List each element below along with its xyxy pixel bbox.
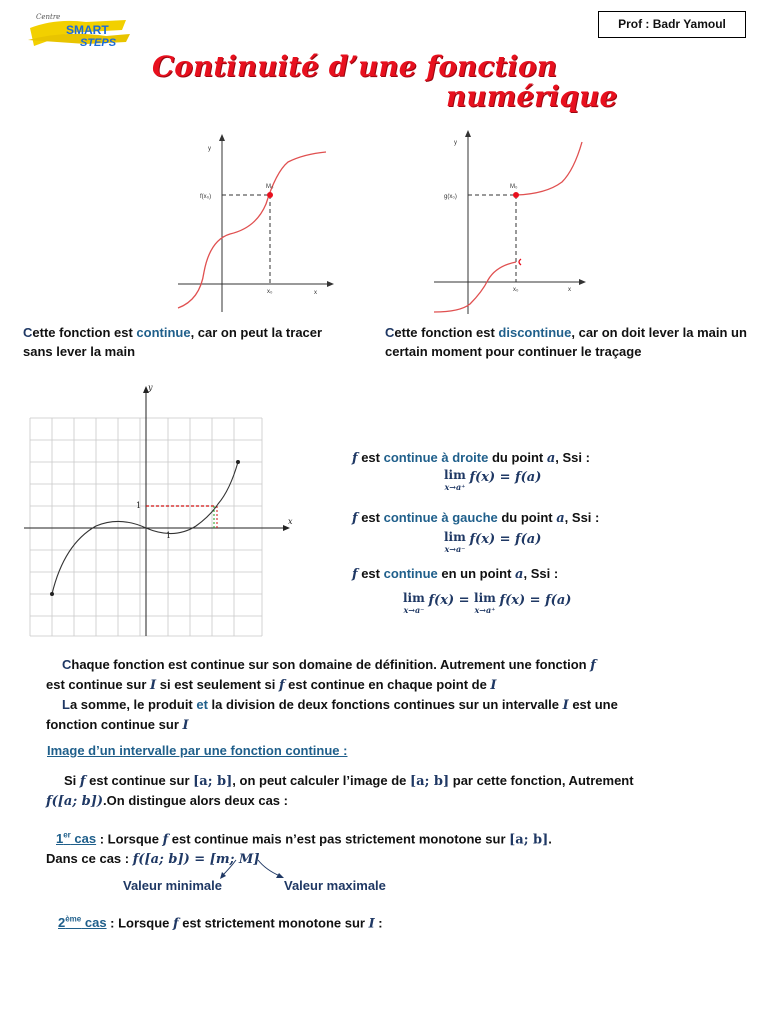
grid-y-label: y bbox=[148, 383, 153, 392]
formula-point-limit: lim x→a⁻ f(x) = lim x→a⁺ f(x) = f(a) bbox=[403, 591, 572, 615]
def-left-continuity: f est continue à gauche du point a, Ssi : bbox=[352, 510, 600, 526]
right-branch-curve bbox=[516, 142, 582, 195]
page-title-line1: Continuité d’une fonction bbox=[152, 50, 558, 83]
max-value-label: Valeur maximale bbox=[284, 878, 386, 893]
continuous-function-figure bbox=[170, 132, 338, 317]
page-title-line2: numérique bbox=[446, 80, 618, 113]
formula-left-limit: lim x→a⁻ f(x) = f(a) bbox=[444, 530, 542, 554]
svg-text:STEPS: STEPS bbox=[80, 37, 117, 49]
x0-label: x₀ bbox=[267, 289, 273, 295]
svg-text:SMART: SMART bbox=[66, 23, 109, 37]
case-2: 2ème cas : Lorsque f est strictement monotone sur I : bbox=[58, 915, 383, 932]
left-branch-curve bbox=[434, 262, 516, 312]
tick-y-1: 1 bbox=[136, 501, 142, 510]
grid-function-figure bbox=[24, 380, 300, 642]
point-m0-2 bbox=[513, 192, 519, 198]
discontinuous-function-figure bbox=[430, 126, 590, 318]
def-right-continuity: f est continue à droite du point a, Ssi : bbox=[352, 450, 590, 466]
formula-right-limit: lim x→a⁺ f(x) = f(a) bbox=[444, 468, 542, 492]
continuous-curve bbox=[178, 152, 326, 308]
x-axis-label-2: x bbox=[568, 287, 571, 293]
caption-discontinuous: Cette fonction est discontinue, car on doit lever la main un certain moment pour continuer le traçage bbox=[385, 325, 747, 359]
x0-label-2: x₀ bbox=[513, 287, 519, 293]
teacher-name-box: Prof : Badr Yamoul bbox=[598, 11, 746, 38]
value-arrows bbox=[210, 858, 290, 884]
paragraph-domain-continuity: Chaque fonction est continue sur son domaine de définition. Autrement une fonction f est continue sur I si est seulement si f est continue en chaque point de I La somme, le produit et la division de deux fonctions continues sur un intervalle I est une fonction continue sur I bbox=[46, 657, 618, 733]
y-axis-label-2: y bbox=[454, 140, 457, 146]
y-axis-label: y bbox=[208, 146, 211, 152]
m0-label: M₀ bbox=[266, 184, 274, 190]
x-axis-label: x bbox=[314, 290, 317, 296]
section-intro: Si f est continue sur [a; b], on peut calculer l’image de [a; b] par cette fonction, Autrement f([a; b]).On distingue alors deux cas : bbox=[46, 773, 634, 809]
section-title-image-interval: Image d’un intervalle par une fonction continue : bbox=[47, 743, 348, 758]
fx0-label: f(x₀) bbox=[200, 194, 212, 200]
smart-steps-logo bbox=[26, 10, 136, 52]
tick-x-1: 1 bbox=[166, 531, 172, 540]
grid-x-label: x bbox=[288, 517, 293, 526]
svg-text:Centre: Centre bbox=[36, 13, 61, 21]
min-value-label: Valeur minimale bbox=[123, 878, 222, 893]
m0-label-2: M₀ bbox=[510, 184, 518, 190]
point-m0 bbox=[267, 192, 273, 198]
gx0-label: g(x₀) bbox=[444, 194, 457, 200]
caption-continuous: Cette fonction est continue, car on peut la tracer sans lever la main bbox=[23, 325, 323, 359]
case-1: 1er cas : Lorsque f est continue mais n’est pas strictement monotone sur [a; b]. Dans ce cas : f([a; b]) = [m; M] bbox=[46, 831, 552, 868]
open-endpoint bbox=[519, 259, 521, 265]
def-point-continuity: f est continue en un point a, Ssi : bbox=[352, 566, 559, 582]
